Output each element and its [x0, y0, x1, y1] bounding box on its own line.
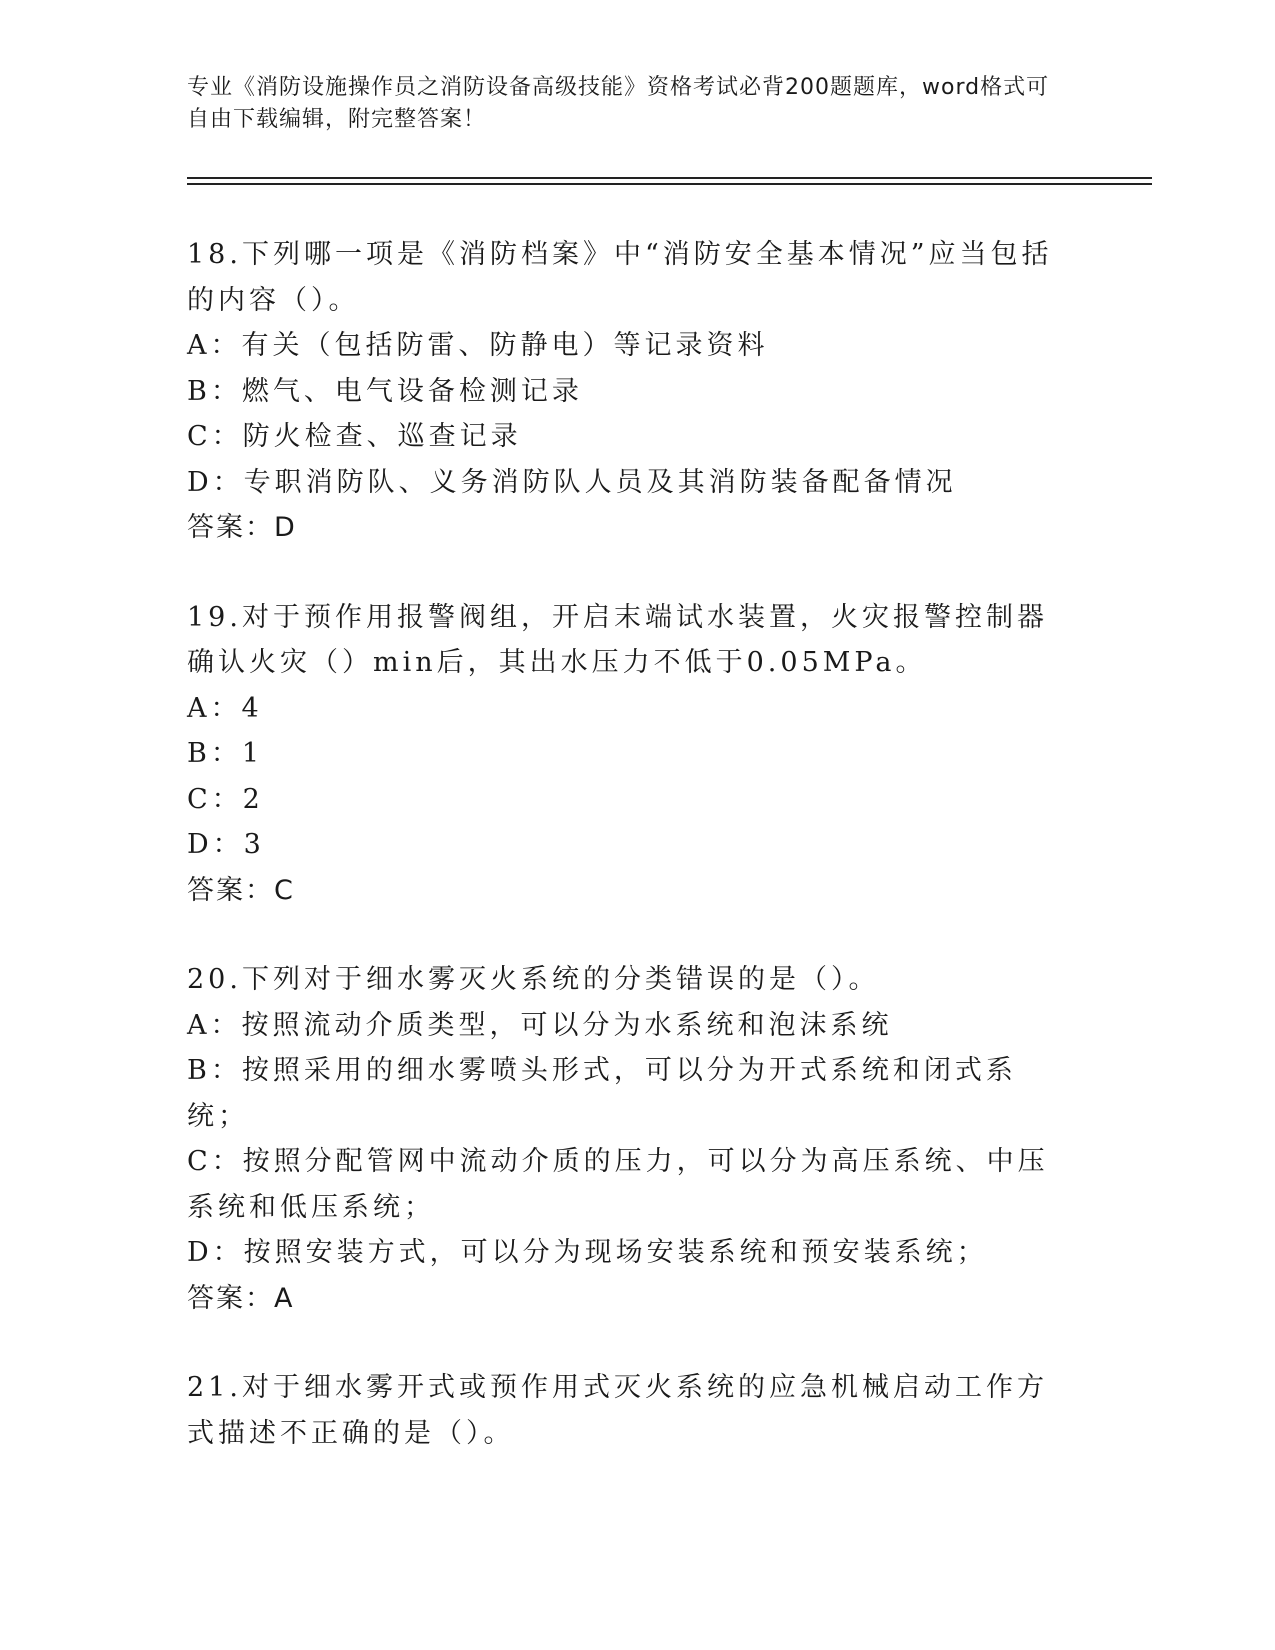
header-rule-top	[187, 177, 1152, 179]
option-c: C：按照分配管网中流动介质的压力，可以分为高压系统、中压系统和低压系统；	[187, 1146, 1049, 1223]
option-a: A：有关（包括防雷、防静电）等记录资料	[187, 330, 769, 361]
answer-line: 答案：C	[187, 874, 295, 906]
question-stem: 21.对于细水雾开式或预作用式灭火系统的应急机械启动工作方式描述不正确的是（）。	[187, 1372, 1048, 1449]
option-d: D：3	[187, 829, 265, 860]
question-list	[187, 232, 1067, 1500]
option-c: C：防火检查、巡查记录	[187, 421, 522, 452]
option-d: D：按照安装方式，可以分为现场安装系统和预安装系统；	[187, 1237, 988, 1268]
answer-line: 答案：D	[187, 512, 297, 543]
question-21	[187, 1365, 1067, 1456]
option-a: A：按照流动介质类型，可以分为水系统和泡沫系统	[187, 1009, 893, 1041]
question-20	[187, 957, 1067, 1321]
option-b: B：1	[187, 738, 264, 769]
header-rule-bottom	[187, 183, 1152, 185]
question-stem: 18.下列哪一项是《消防档案》中“消防安全基本情况”应当包括的内容（）。	[187, 239, 1053, 316]
question-19	[187, 595, 1067, 914]
option-a: A：4	[187, 692, 263, 724]
option-c: C：2	[187, 783, 264, 815]
answer-line: 答案：A	[187, 1282, 295, 1314]
document-header: 专业《消防设施操作员之消防设备高级技能》资格考试必背200题题库，word格式可自由下载编辑，附完整答案！	[187, 75, 1050, 132]
option-b: B：燃气、电气设备检测记录	[187, 375, 583, 407]
question-18	[187, 232, 1067, 551]
question-stem: 19.对于预作用报警阀组，开启末端试水装置，火灾报警控制器确认火灾（）min后，其出水压力不低于0.05MPa。	[187, 601, 1048, 678]
option-b: B：按照采用的细水雾喷头形式，可以分为开式系统和闭式系统；	[187, 1055, 1017, 1132]
option-d: D：专职消防队、义务消防队人员及其消防装备配备情况	[187, 466, 957, 498]
question-stem: 20.下列对于细水雾灭火系统的分类错误的是（）。	[187, 964, 880, 995]
